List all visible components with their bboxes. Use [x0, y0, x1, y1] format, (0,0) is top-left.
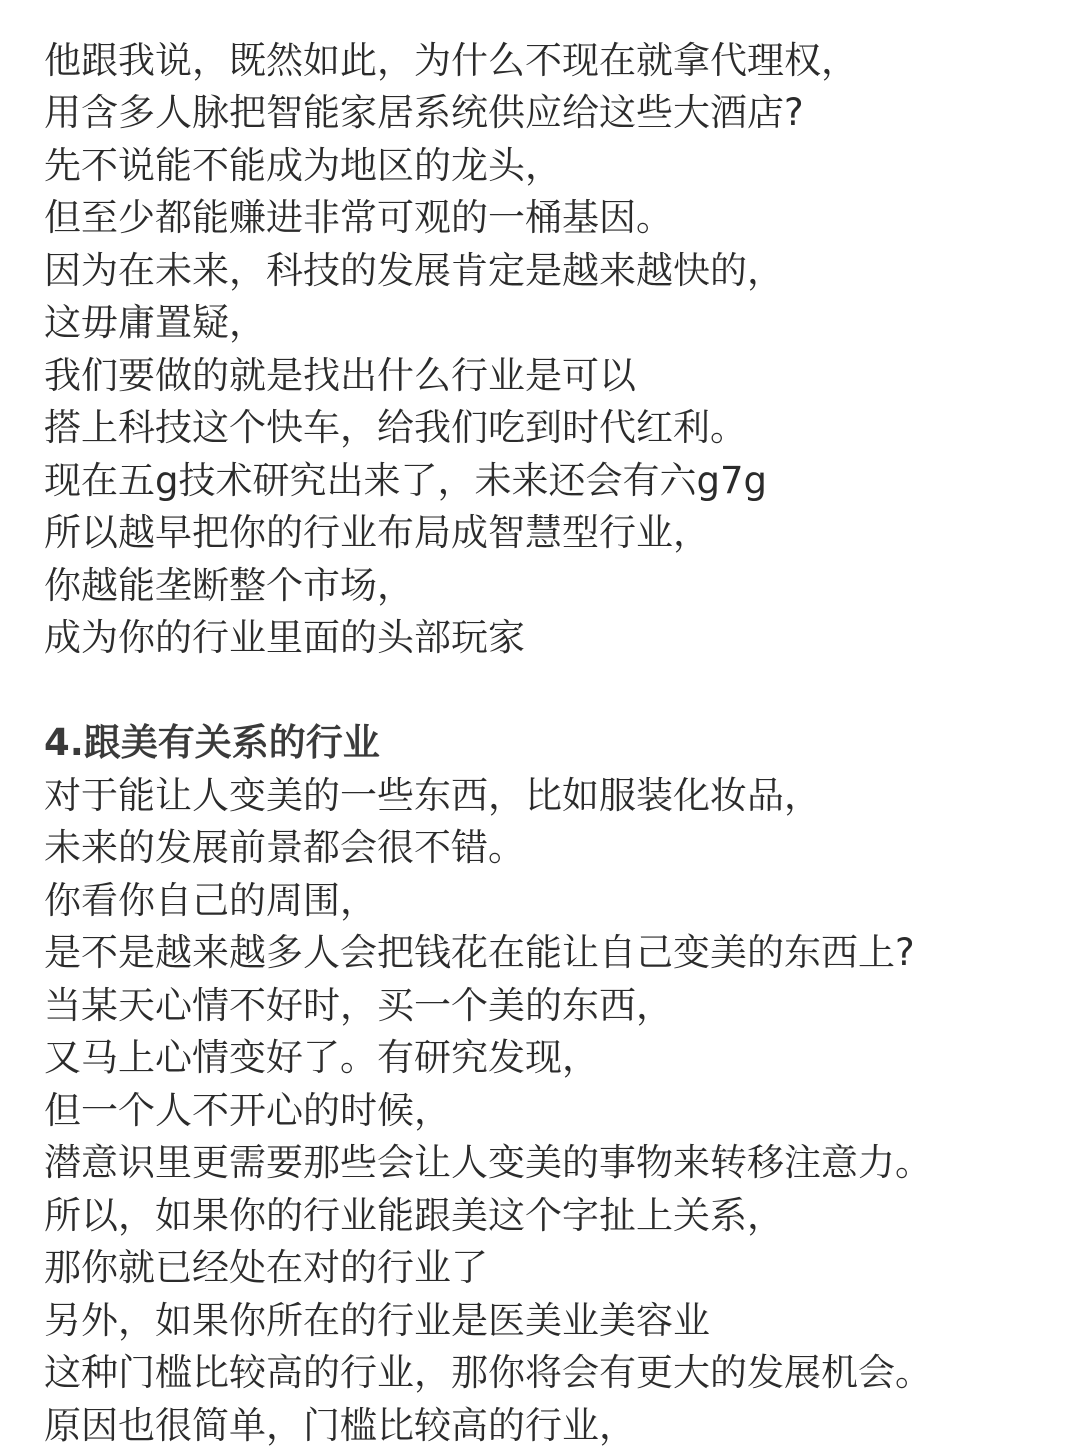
text-line: 先不说能不能成为地区的龙头，: [44, 140, 1054, 193]
text-line: 但一个人不开心的时候，: [44, 1085, 1054, 1138]
text-line: 但至少都能赚进非常可观的一桶基因。: [44, 192, 1054, 245]
text-line: 所以，如果你的行业能跟美这个字扯上关系，: [44, 1190, 1054, 1243]
text-line: 现在五g技术研究出来了，未来还会有六g7g: [44, 455, 1054, 508]
text-line: 是不是越来越多人会把钱花在能让自己变美的东西上?: [44, 927, 1054, 980]
text-line: 所以越早把你的行业布局成智慧型行业，: [44, 507, 1054, 560]
text-line: 这毋庸置疑，: [44, 297, 1054, 350]
text-line: 原因也很简单，门槛比较高的行业，: [44, 1400, 1054, 1452]
text-line: 那你就已经处在对的行业了: [44, 1242, 1054, 1295]
text-line: 搭上科技这个快车，给我们吃到时代红利。: [44, 402, 1054, 455]
text-line: 这种门槛比较高的行业，那你将会有更大的发展机会。: [44, 1347, 1054, 1400]
text-line: 成为你的行业里面的头部玩家: [44, 612, 1054, 665]
paragraph-gap: [44, 665, 1054, 718]
text-line: 我们要做的就是找出什么行业是可以: [44, 350, 1054, 403]
text-line-partial: [44, 0, 1054, 35]
text-line: 对于能让人变美的一些东西，比如服装化妆品，: [44, 770, 1054, 823]
text-line: 又马上心情变好了。有研究发现，: [44, 1032, 1054, 1085]
text-line: 你看你自己的周围，: [44, 875, 1054, 928]
text-line: 潜意识里更需要那些会让人变美的事物来转移注意力。: [44, 1137, 1054, 1190]
article-body: [44, 0, 1054, 1452]
text-line: 未来的发展前景都会很不错。: [44, 822, 1054, 875]
text-line: 你越能垄断整个市场，: [44, 560, 1054, 613]
text-line: 当某天心情不好时，买一个美的东西，: [44, 980, 1054, 1033]
text-line: 他跟我说，既然如此，为什么不现在就拿代理权，: [44, 35, 1054, 88]
section-heading: 4.跟美有关系的行业: [44, 717, 1054, 770]
text-line: 用含多人脉把智能家居系统供应给这些大酒店?: [44, 87, 1054, 140]
text-line: 另外，如果你所在的行业是医美业美容业: [44, 1295, 1054, 1348]
text-line: 因为在未来，科技的发展肯定是越来越快的，: [44, 245, 1054, 298]
